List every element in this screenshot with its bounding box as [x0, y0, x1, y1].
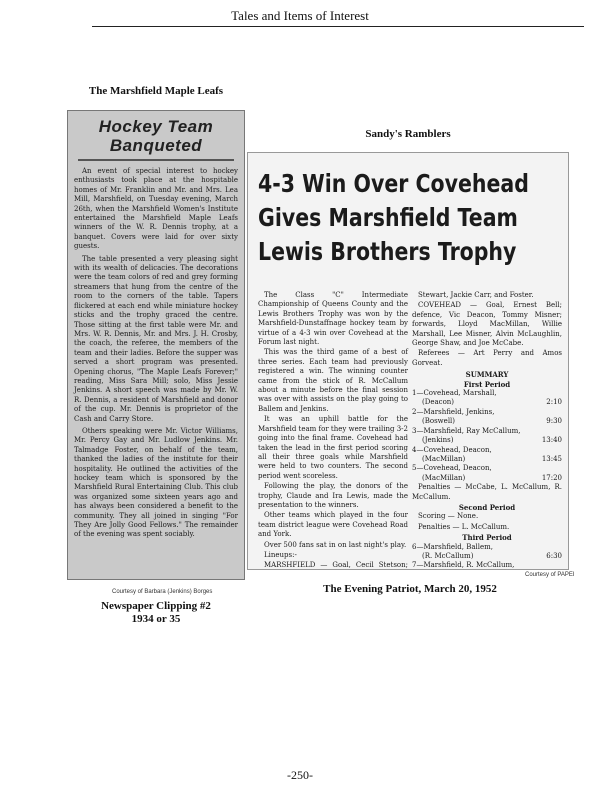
penalties: Penalties — L. McCallum. [418, 522, 510, 531]
goal-text: (R. McCallum) [422, 551, 474, 560]
goal-row [412, 389, 562, 398]
goal-text: 5—Covehead, Deacon, [412, 464, 492, 473]
left-credit: Courtesy of Barbara (Jenkins) Borges [112, 589, 213, 595]
clipping-paragraph: An event of special interest to hockey enthusiasts took place at the hospitable homes of Mr. Franklin and Mr. and Mrs. Lea Mill, Marshfield, on Tuesday evening, March 26th, when the Marshfield Women's Institute entertained the Marshfield Maple Leafs winners of the W. R. Dennis trophy, at a banquet. Covers were laid for over sixty guests. [74, 167, 238, 251]
right-caption: The Evening Patriot, March 20, 1952 [323, 583, 497, 595]
goal-text: 7—Marshfield, R. McCallum, [412, 561, 515, 570]
first-period-list [412, 389, 562, 483]
goal-row [412, 417, 562, 426]
clipping-headline: Hockey Team Banqueted [98, 117, 214, 155]
third-period-list [412, 543, 562, 570]
goal-row [412, 464, 562, 473]
article-paragraph: Referees — Art Perry and Amos Gorveat. [412, 349, 562, 367]
clipping-paragraph: Others speaking were Mr. Victor Williams, Mr. Percy Gay and Mr. Ludlow Jenkins. Mr. Talmadge Foster, on behalf of the team, thanked the ladies of the institute for their hospitality. He outlined the activities of the hockey team which is sponsored by the Marshfield Rural Entertaining Club. This club was organized some sixteen years ago and has always been considered a benefit to the community. They all joined in singing "For They Are Jolly Good Fellows." The remainder of the evening was spent sociably. [74, 426, 238, 539]
penalties: Penalties — McCabe, L. McCallum, R. McCallum. [412, 483, 562, 501]
headline-line: Gives Marshfield Team [258, 203, 518, 232]
goal-time: 13:45 [541, 454, 562, 463]
goal-row [412, 398, 562, 407]
headline-line: 4-3 Win Over Covehead [258, 169, 529, 198]
goal-row [412, 561, 562, 570]
header-rule [92, 26, 584, 27]
article-paragraph: This was the third game of a best of three series. Each team had previously registered a win. The winning counter came from the stick of R. McCallum about a minute before the final session was over with assists on the play going to Ballem and Jenkins. [258, 348, 408, 413]
newspaper-clipping-banquet [67, 110, 245, 580]
article-paragraph: Lineups:- [264, 550, 297, 559]
goal-text: (Boswell) [422, 417, 456, 426]
left-caption-line1: Newspaper Clipping #2 [101, 600, 211, 612]
article-paragraph: Over 500 fans sat in on last night's play. [264, 540, 407, 549]
goal-time: 17:20 [541, 473, 562, 482]
right-section-title: Sandy's Ramblers [365, 128, 451, 140]
scoring: Scoring — None. [418, 512, 479, 521]
period-title: Second Period [458, 502, 516, 512]
goal-text: 4—Covehead, Deacon, [412, 445, 492, 454]
goal-text: (MacMillan) [422, 454, 466, 463]
newspaper-clipping-trophy [247, 152, 569, 570]
article-paragraph: Other teams which played in the four team district league were Covehead Road and York. [258, 511, 408, 539]
goal-text: 2—Marshfield, Jenkins, [412, 407, 495, 416]
summary-title: SUMMARY [465, 370, 509, 380]
goal-row [412, 446, 562, 455]
article-column-2 [412, 291, 562, 570]
right-credit: Courtesy of PAPEI [525, 572, 575, 578]
period-title: First Period [463, 379, 511, 389]
left-section-title: The Marshfield Maple Leafs [88, 85, 224, 97]
period-title: Third Period [462, 533, 512, 543]
page-number: -250- [287, 768, 313, 782]
page-header: Tales and Items of Interest [231, 8, 369, 23]
article-paragraph: Following the play, the donors of the trophy, Claude and Ira Lewis, made the presentation to the winners. [258, 482, 408, 509]
left-caption-line2: 1934 or 35 [131, 613, 181, 625]
goal-time: 2:10 [546, 398, 562, 407]
goal-row [412, 436, 562, 445]
headline-rule [78, 159, 234, 161]
headline-line: Lewis Brothers Trophy [258, 237, 517, 266]
goal-row [412, 427, 562, 436]
goal-text: 1—Covehead, Marshall, [412, 389, 497, 398]
clipping-paragraph: The table presented a very pleasing sight with its wealth of delicacies. The decorations were the team colors of red and grey forming streamers that hung from the centre of the room to the corners of the table. Tapers flickered at each end while miniature hockey sticks and the trophy graced the centre. Those sitting at the first table were Mr. and Mrs. W. R. Dennis, Mr. and Mrs. J. H. Crosby, the coach, the referee, the members of the team and their ladies. Before the supper was served a short program was presented. Opening chorus, "The Maple Leafs Forever;" reading, Miss Sara Mill; solo, Miss Jessie Jenkins. A short speech was made by Mr. W. R. Dennis, a resident of Marshfield and donor of the cup. Mr. Dennis is proprietor of the Cash and Carry Store. [74, 254, 238, 423]
article-column-1 [258, 291, 408, 570]
goal-row [412, 552, 562, 561]
goal-row [412, 408, 562, 417]
goal-row [412, 474, 562, 483]
goal-time: 6:30 [546, 551, 562, 560]
goal-text: (Deacon) [422, 398, 455, 407]
goal-text: (Jenkins) [422, 436, 454, 445]
article-paragraph: The Class "C" Intermediate Championship of Queens County and the Lewis Brothers Trophy was won by the Marshfield-Dunstaffnage hockey team by virtue of a 4-3 win over Covehead at the Forum last night. [258, 291, 408, 347]
article-paragraph: COVEHEAD — Goal, Ernest Bell; defence, Vic Deacon, Tommy Misner; forwards, Lloyd MacMillan, Willie Marshall, Lee Misner, Alvin McLaughlin, George Shaw, and Joe McCabe. [412, 301, 562, 348]
goal-text: 3—Marshfield, Ray McCallum, [412, 426, 521, 435]
goal-text: (MacMillan) [422, 473, 466, 482]
clipping-headline [258, 167, 529, 269]
goal-time: 13:40 [541, 436, 562, 445]
article-paragraph: Stewart, Jackie Carr, and Foster. [418, 291, 534, 299]
goal-time: 9:30 [546, 417, 562, 426]
goal-text: 6—Marshfield, Ballem, [412, 542, 494, 551]
goal-row [412, 543, 562, 552]
article-paragraph: It was an uphill battle for the Marshfield team for they were trailing 3-2 going into the final frame. Covehead had taken the lead in the first period scoring all their three goals while Marshfield were held to two counters. The second period went scoreless. [258, 415, 408, 480]
article-paragraph: MARSHFIELD — Goal, Cecil Stetson; [264, 561, 408, 570]
goal-row [412, 455, 562, 464]
